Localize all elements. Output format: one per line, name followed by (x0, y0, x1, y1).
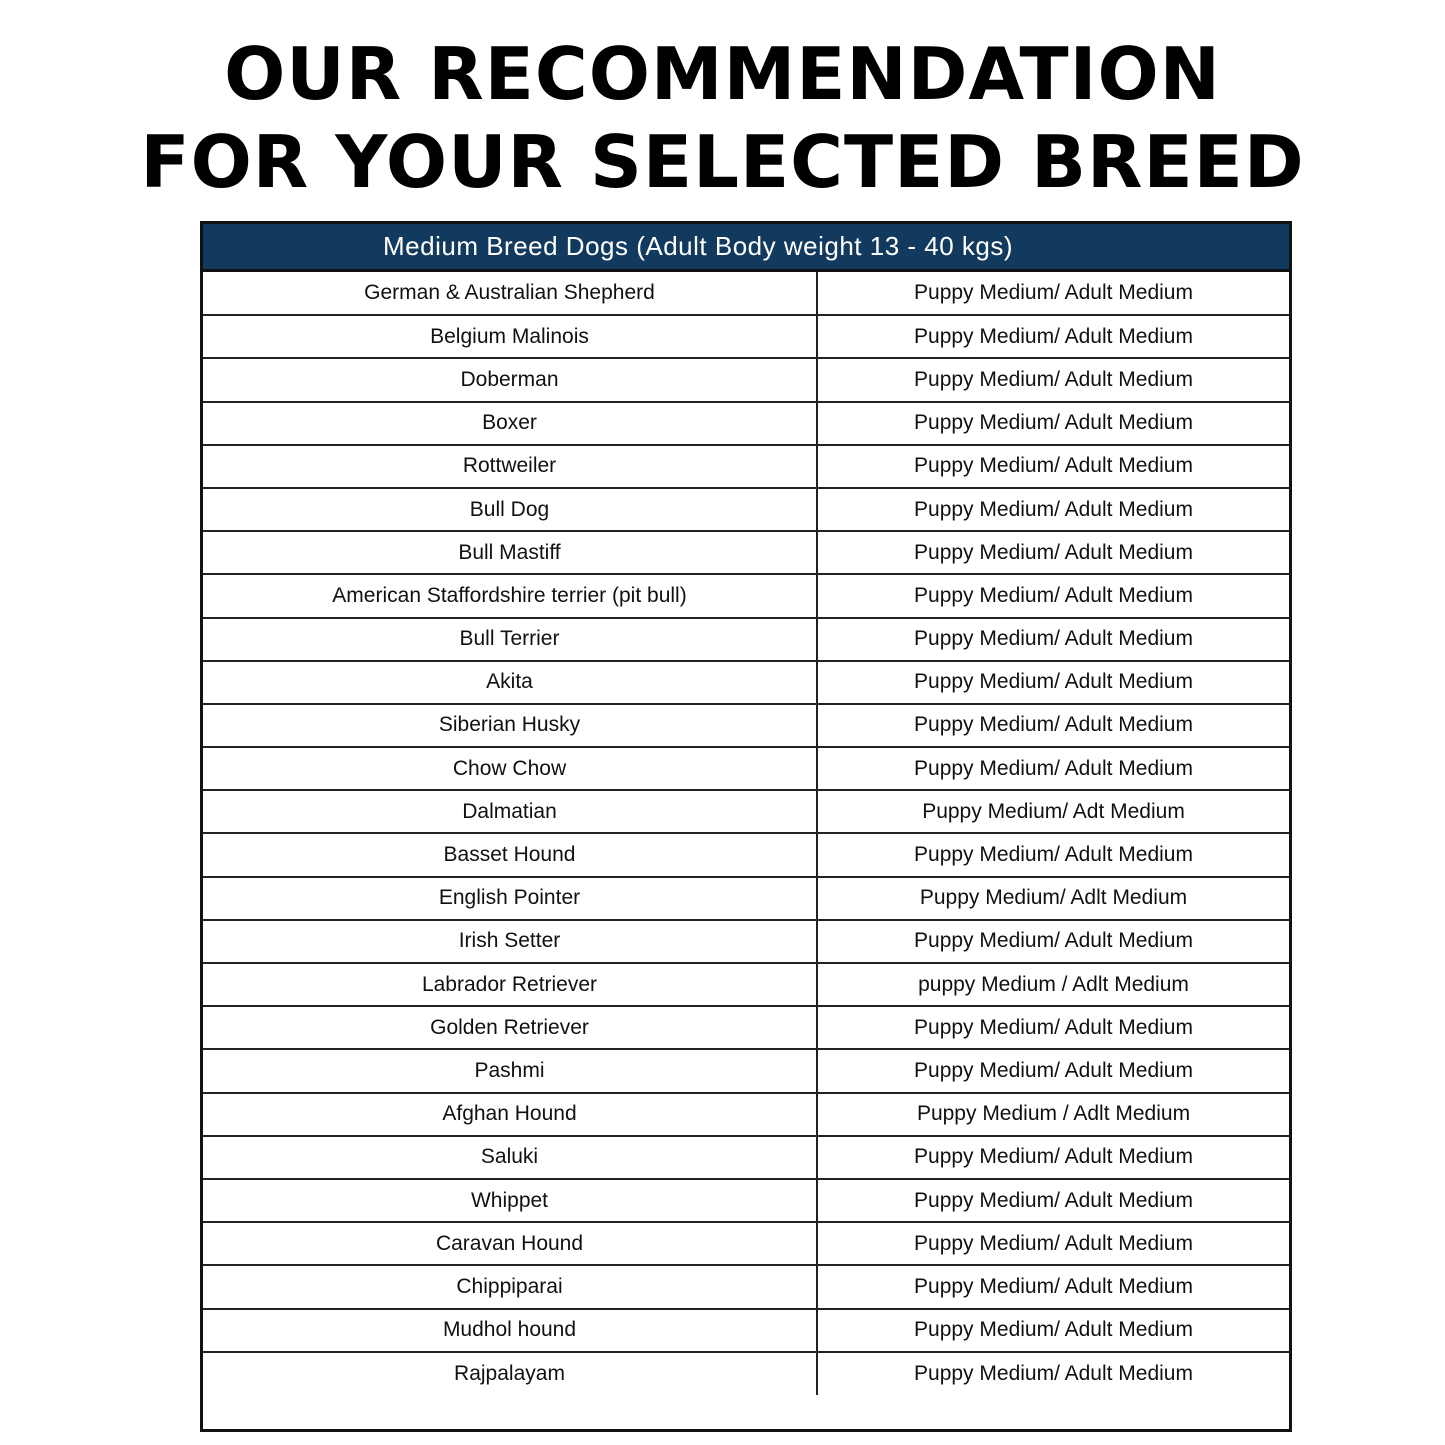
table-row (203, 531, 1289, 574)
table-row (203, 272, 1289, 315)
table-header: Medium Breed Dogs (Adult Body weight 13 - 40 kgs) (203, 224, 1289, 272)
recommendation-cell: Puppy Medium/ Adult Medium (817, 574, 1289, 617)
breed-name-cell: Basset Hound (203, 833, 817, 876)
recommendation-cell: Puppy Medium/ Adult Medium (817, 704, 1289, 747)
table-row (203, 1136, 1289, 1179)
table-row (203, 1049, 1289, 1092)
recommendation-cell: Puppy Medium / Adlt Medium (817, 1093, 1289, 1136)
table-row (203, 618, 1289, 661)
recommendation-cell: Puppy Medium/ Adult Medium (817, 1265, 1289, 1308)
table-row (203, 790, 1289, 833)
table-row (203, 1352, 1289, 1395)
recommendation-cell: Puppy Medium/ Adult Medium (817, 1006, 1289, 1049)
recommendation-cell: puppy Medium / Adlt Medium (817, 963, 1289, 1006)
breed-name-cell: Afghan Hound (203, 1093, 817, 1136)
breed-name-cell: Saluki (203, 1136, 817, 1179)
breed-name-cell: American Staffordshire terrier (pit bull) (203, 574, 817, 617)
breed-name-cell: Dalmatian (203, 790, 817, 833)
recommendation-cell: Puppy Medium/ Adult Medium (817, 747, 1289, 790)
recommendation-cell: Puppy Medium/ Adt Medium (817, 790, 1289, 833)
breed-name-cell: Siberian Husky (203, 704, 817, 747)
recommendation-cell: Puppy Medium/ Adult Medium (817, 1179, 1289, 1222)
breed-table-body (203, 272, 1289, 1395)
breed-name-cell: Bull Terrier (203, 618, 817, 661)
table-row (203, 315, 1289, 358)
breed-name-cell: Doberman (203, 358, 817, 401)
recommendation-cell: Puppy Medium/ Adult Medium (817, 1136, 1289, 1179)
breed-name-cell: Chow Chow (203, 747, 817, 790)
recommendation-cell: Puppy Medium/ Adult Medium (817, 1309, 1289, 1352)
table-row (203, 1093, 1289, 1136)
table-row (203, 963, 1289, 1006)
page-title-line-1: OUR RECOMMENDATION (224, 32, 1221, 116)
breed-name-cell: Belgium Malinois (203, 315, 817, 358)
breed-name-cell: Akita (203, 661, 817, 704)
breed-name-cell: Labrador Retriever (203, 963, 817, 1006)
table-row (203, 358, 1289, 401)
recommendation-cell: Puppy Medium/ Adult Medium (817, 1049, 1289, 1092)
breed-rows (203, 272, 1289, 1395)
breed-name-cell: Golden Retriever (203, 1006, 817, 1049)
table-row (203, 445, 1289, 488)
table-row (203, 574, 1289, 617)
recommendation-cell: Puppy Medium/ Adult Medium (817, 618, 1289, 661)
breed-name-cell: Rottweiler (203, 445, 817, 488)
table-row (203, 402, 1289, 445)
table-row (203, 1006, 1289, 1049)
breed-name-cell: Caravan Hound (203, 1222, 817, 1265)
recommendation-cell: Puppy Medium/ Adult Medium (817, 402, 1289, 445)
breed-name-cell: Bull Dog (203, 488, 817, 531)
table-row (203, 704, 1289, 747)
breed-name-cell: Mudhol hound (203, 1309, 817, 1352)
page-title-line-2: FOR YOUR SELECTED BREED (140, 120, 1305, 204)
recommendation-cell: Puppy Medium/ Adult Medium (817, 272, 1289, 315)
recommendation-cell: Puppy Medium/ Adult Medium (817, 488, 1289, 531)
breed-name-cell: Whippet (203, 1179, 817, 1222)
table-row (203, 833, 1289, 876)
table-row (203, 1265, 1289, 1308)
breed-name-cell: German & Australian Shepherd (203, 272, 817, 315)
breed-name-cell: Boxer (203, 402, 817, 445)
recommendation-cell: Puppy Medium/ Adult Medium (817, 531, 1289, 574)
breed-name-cell: Chippiparai (203, 1265, 817, 1308)
breed-recommendation-table (200, 221, 1292, 1432)
table-row (203, 661, 1289, 704)
breed-name-cell: Pashmi (203, 1049, 817, 1092)
breed-name-cell: Irish Setter (203, 920, 817, 963)
breed-name-cell: Bull Mastiff (203, 531, 817, 574)
recommendation-cell: Puppy Medium/ Adlt Medium (817, 877, 1289, 920)
table-row (203, 747, 1289, 790)
table-row (203, 1309, 1289, 1352)
table-row (203, 1179, 1289, 1222)
recommendation-cell: Puppy Medium/ Adult Medium (817, 358, 1289, 401)
table-row (203, 877, 1289, 920)
recommendation-cell: Puppy Medium/ Adult Medium (817, 833, 1289, 876)
recommendation-cell: Puppy Medium/ Adult Medium (817, 445, 1289, 488)
breed-name-cell: English Pointer (203, 877, 817, 920)
table-row (203, 488, 1289, 531)
recommendation-cell: Puppy Medium/ Adult Medium (817, 661, 1289, 704)
breed-name-cell: Rajpalayam (203, 1352, 817, 1395)
recommendation-cell: Puppy Medium/ Adult Medium (817, 315, 1289, 358)
recommendation-cell: Puppy Medium/ Adult Medium (817, 1222, 1289, 1265)
table-row (203, 1222, 1289, 1265)
table-row (203, 920, 1289, 963)
recommendation-cell: Puppy Medium/ Adult Medium (817, 920, 1289, 963)
page-title (0, 30, 1445, 206)
recommendation-cell: Puppy Medium/ Adult Medium (914, 1361, 1193, 1385)
